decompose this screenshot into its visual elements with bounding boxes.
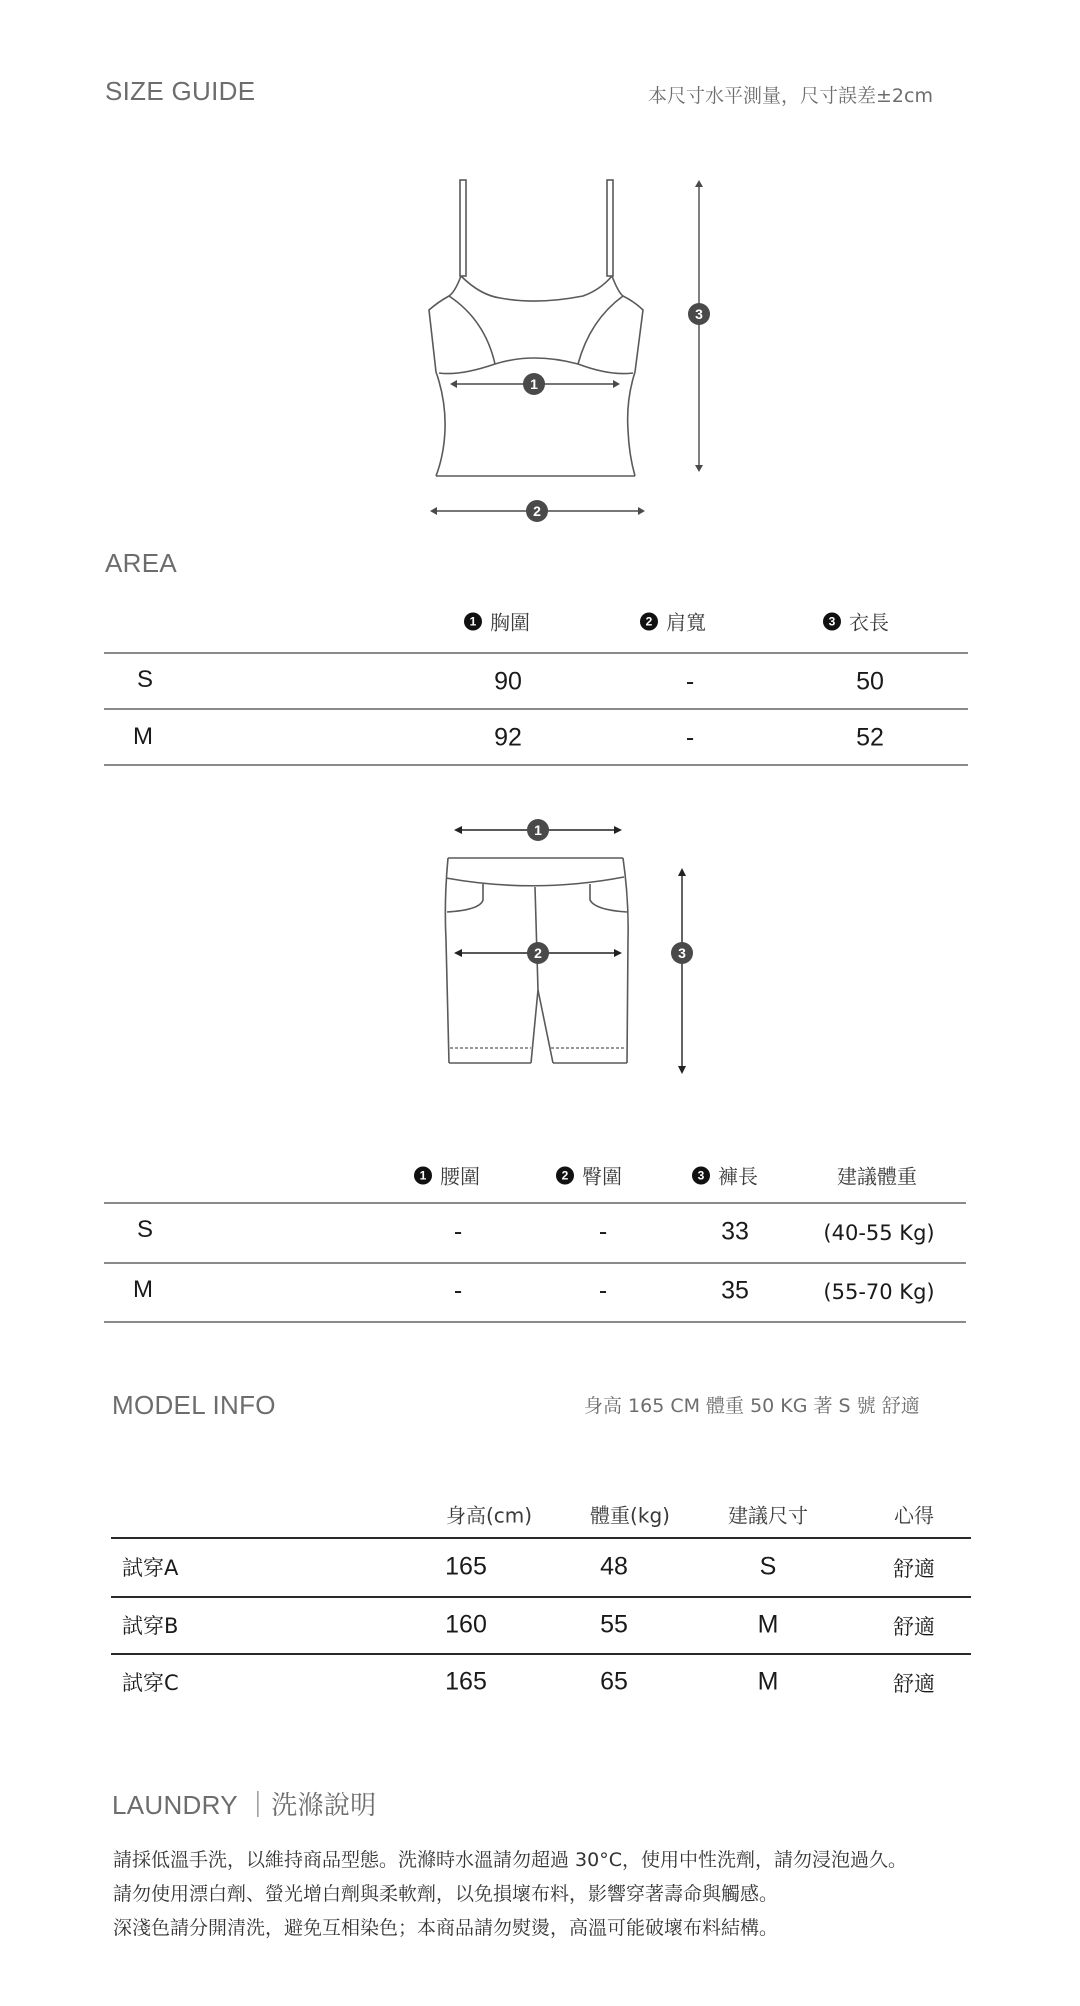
laundry-line: 深淺色請分開清洗，避免互相染色；本商品請勿熨燙，高溫可能破壞布料結構。 <box>113 1917 779 1939</box>
marker-2: 2 <box>534 945 542 961</box>
camisole-diagram <box>400 160 750 540</box>
divider <box>111 1596 971 1598</box>
divider <box>104 652 968 654</box>
marker-2: 2 <box>533 503 541 519</box>
number-3-icon: 3 <box>692 1166 710 1184</box>
divider <box>104 1321 966 1323</box>
area-title: AREA <box>105 548 178 578</box>
header-shoulder: 2 肩寬 <box>640 607 706 636</box>
divider <box>104 1262 966 1264</box>
number-1-icon: 1 <box>464 612 482 630</box>
marker-3: 3 <box>695 306 703 322</box>
marker-3: 3 <box>678 945 686 961</box>
number-1-icon: 1 <box>414 1166 432 1184</box>
header-pants-length: 3 褲長 <box>692 1161 758 1190</box>
header-height: 身高(cm) <box>445 1503 533 1528</box>
header-waist: 1 腰圍 <box>414 1161 480 1190</box>
laundry-line: 請勿使用漂白劑、螢光增白劑與柔軟劑，以免損壞布料，影響穿著壽命與觸感。 <box>113 1883 779 1905</box>
number-2-icon: 2 <box>640 612 658 630</box>
divider <box>104 708 968 710</box>
model-info-summary: 身高 165 CM 體重 50 KG 著 S 號 舒適 <box>584 1395 920 1417</box>
header-feedback: 心得 <box>894 1503 934 1528</box>
measurement-note: 本尺寸水平測量，尺寸誤差±2cm <box>648 85 933 107</box>
number-2-icon: 2 <box>556 1166 574 1184</box>
divider <box>104 764 968 766</box>
model-info-title: MODEL INFO <box>112 1390 276 1420</box>
number-3-icon: 3 <box>823 612 841 630</box>
divider <box>111 1537 971 1539</box>
header-suggested-size: 建議尺寸 <box>728 1503 808 1528</box>
laundry-title: LAUNDRY ｜洗滌說明 <box>112 1790 377 1820</box>
divider <box>104 1202 966 1204</box>
marker-1: 1 <box>534 822 542 838</box>
marker-1: 1 <box>530 376 538 392</box>
shorts-diagram <box>400 790 730 1090</box>
header-hip: 2 臀圍 <box>556 1161 622 1190</box>
size-guide-title: SIZE GUIDE <box>105 76 256 106</box>
header-weight: 體重(kg) <box>590 1503 670 1528</box>
header-chest: 1 胸圍 <box>464 607 530 636</box>
header-suggested-weight: 建議體重 <box>837 1164 917 1189</box>
divider <box>111 1653 971 1655</box>
header-length: 3 衣長 <box>823 607 889 636</box>
laundry-line: 請採低溫手洗，以維持商品型態。洗滌時水溫請勿超過 30°C，使用中性洗劑，請勿浸泡過久。 <box>113 1849 907 1871</box>
